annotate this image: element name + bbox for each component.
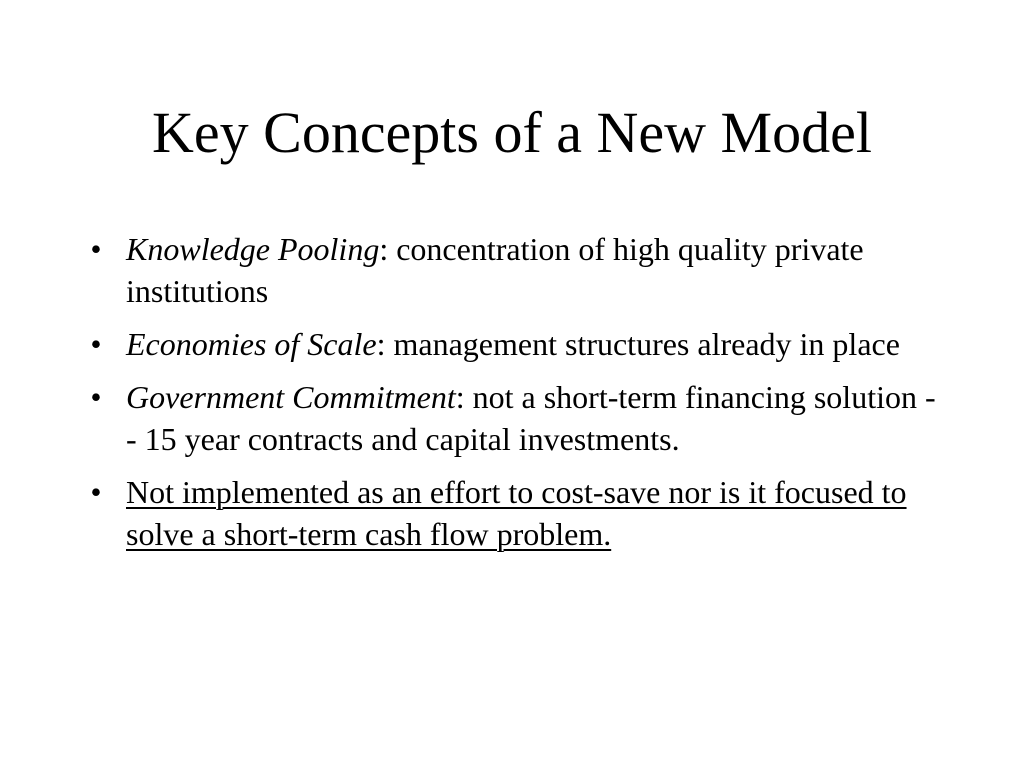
- bullet-item-knowledge-pooling: [86, 228, 946, 312]
- bullet-text: : not a short-term financing solution -- 15 year contracts and capital investments.: [126, 379, 936, 457]
- bullet-list: [86, 228, 946, 566]
- bullet-text: Not implemented as an effort to cost-save nor is it focused to solve a short-term cash flow problem.: [126, 474, 907, 552]
- bullet-item-government-commitment: [86, 376, 946, 460]
- bullet-text: : management structures already in place: [376, 326, 900, 362]
- bullet-item-economies-of-scale: [86, 323, 946, 365]
- bullet-term: Knowledge Pooling: [126, 231, 380, 267]
- bullet-term: Economies of Scale: [126, 326, 377, 362]
- bullet-icon: •: [90, 474, 102, 510]
- bullet-item-not-implemented: [86, 471, 946, 555]
- bullet-icon: •: [90, 231, 102, 267]
- bullet-term: Government Commitment: [126, 379, 456, 415]
- bullet-icon: •: [90, 379, 102, 415]
- bullet-text: : concentration of high quality private institutions: [126, 231, 864, 309]
- bullet-icon: •: [90, 326, 102, 362]
- slide-title: Key Concepts of a New Model: [152, 100, 872, 165]
